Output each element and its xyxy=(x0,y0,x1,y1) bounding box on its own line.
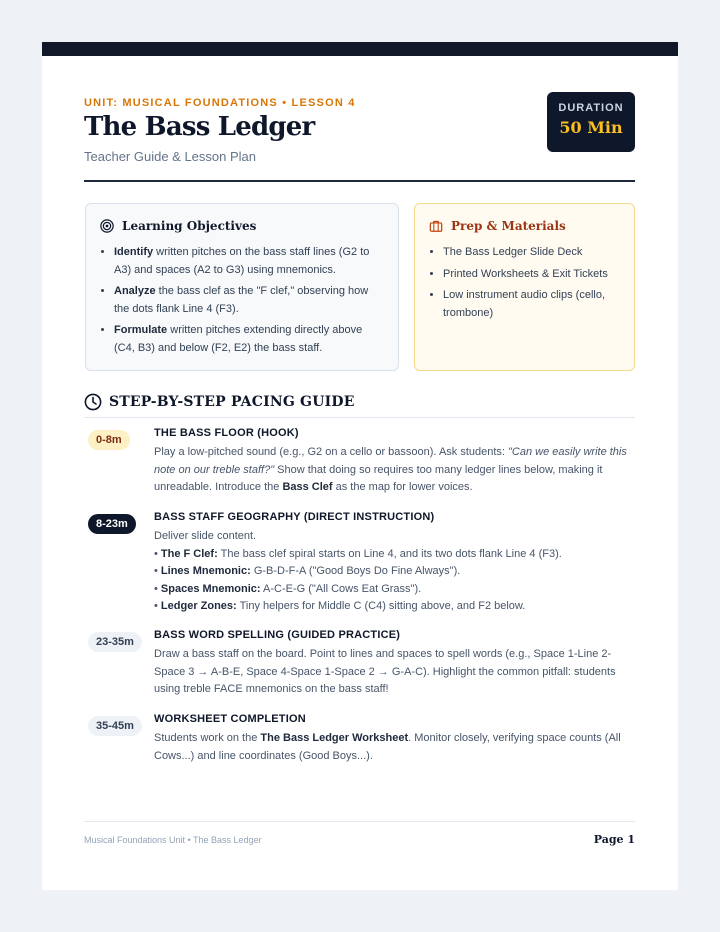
step-body xyxy=(154,528,634,616)
step-bullet: • The F Clef: The bass clef spiral starts on Line 4, and its two dots flank Line 4 (F3). xyxy=(154,547,562,560)
step-title: BASS WORD SPELLING (GUIDED PRACTICE) xyxy=(154,629,401,641)
step-bullet: • Ledger Zones: Tiny helpers for Middle C (C4) sitting above, and F2 below. xyxy=(154,600,526,612)
duration-badge xyxy=(547,92,635,152)
objective-item xyxy=(114,244,384,279)
materials-card xyxy=(414,203,635,371)
objective-verb: Formulate xyxy=(114,324,168,336)
objectives-card xyxy=(85,203,399,371)
step-text: . Monitor closely, verifying space counts (All Cows...) and line coordinates (Good Boys...). xyxy=(154,732,621,762)
step-text: Students work on the xyxy=(154,732,261,744)
target-icon xyxy=(100,219,114,233)
material-item: • Low instrument audio clips (cello, trombone) xyxy=(443,287,633,322)
step-bullet: • Spaces Mnemonic: A-C-E-G ("All Cows Eat Grass"). xyxy=(154,582,422,595)
materials-heading: Prep & Materials xyxy=(451,219,566,233)
page-subtitle: Teacher Guide & Lesson Plan xyxy=(84,149,256,164)
briefcase-icon xyxy=(429,219,443,233)
step-title: WORKSHEET COMPLETION xyxy=(154,713,306,725)
objectives-heading: Learning Objectives xyxy=(122,219,257,233)
time-badge: 23-35m xyxy=(88,632,142,652)
step-bold: The Bass Ledger Worksheet xyxy=(260,732,409,744)
bullet-label: Ledger Zones: xyxy=(160,600,237,612)
objectives-list xyxy=(100,244,384,361)
bullet-text: Tiny helpers for Middle C (C4) sitting above, and F2 below. xyxy=(236,600,526,612)
step-bullet: • Lines Mnemonic: G-B-D-F-A ("Good Boys Do Fine Always"). xyxy=(154,565,461,577)
materials-list xyxy=(429,244,633,326)
duration-label: DURATION xyxy=(558,102,624,114)
footer-left: Musical Foundations Unit • The Bass Ledger xyxy=(84,835,262,845)
objective-text: written pitches extending directly above (C4, B3) and below (F2, E2) the bass staff. xyxy=(114,324,363,354)
pacing-heading-row xyxy=(84,393,355,411)
page-title: The Bass Ledger xyxy=(84,112,315,142)
bullet-label: Spaces Mnemonic: xyxy=(160,582,261,595)
objective-verb: Analyze xyxy=(114,285,156,297)
pacing-divider xyxy=(84,417,635,418)
step-quote: "Can we easily write this note on our treble staff?" xyxy=(154,446,627,476)
footer-divider xyxy=(84,821,635,822)
material-item: • The Bass Ledger Slide Deck xyxy=(443,244,633,262)
step-body: Draw a bass staff on the board. Point to lines and spaces to spell words (e.g., Space 1-Line 2-Space 3 → A-B-E, Space 4-Space 1-Space 2 → G-A-C). Highlight the common pitfall: students using treble FACE mnemonics on the bass staff! xyxy=(154,648,616,695)
lesson-page xyxy=(42,42,678,890)
step-body xyxy=(154,444,634,497)
objective-verb: Identify xyxy=(114,246,154,258)
step-title: BASS STAFF GEOGRAPHY (DIRECT INSTRUCTION) xyxy=(154,511,435,523)
bullet-text: The bass clef spiral starts on Line 4, and its two dots flank Line 4 (F3). xyxy=(217,547,562,560)
step-bold: Bass Clef xyxy=(282,481,333,493)
clock-icon xyxy=(84,393,102,411)
duration-value: 50 Min xyxy=(559,118,623,137)
time-badge: 0-8m xyxy=(88,430,130,450)
objective-text: the bass clef as the "F clef," observing how the dots flank Line 4 (F3). xyxy=(114,285,369,315)
step-intro: Deliver slide content. xyxy=(154,530,257,542)
step-text: Show that doing so requires too many ledger lines below, making it unreadable. Introduce the xyxy=(154,463,603,493)
bullet-label: The F Clef: xyxy=(160,547,218,560)
bullet-label: Lines Mnemonic: xyxy=(160,565,251,577)
bullet-text: A-C-E-G ("All Cows Eat Grass"). xyxy=(260,582,422,595)
step-text: Play a low-pitched sound (e.g., G2 on a cello or bassoon). Ask students: xyxy=(154,446,509,458)
top-bar xyxy=(42,42,678,56)
material-item: • Printed Worksheets & Exit Tickets xyxy=(443,266,633,284)
time-badge: 35-45m xyxy=(88,716,142,736)
objective-item xyxy=(114,322,384,357)
pacing-heading: STEP-BY-STEP PACING GUIDE xyxy=(109,394,355,410)
objective-item xyxy=(114,283,384,318)
objective-text: written pitches on the bass staff lines (G2 to A3) and spaces (A2 to G3) using mnemonics. xyxy=(114,246,370,276)
bullet-text: G-B-D-F-A ("Good Boys Do Fine Always"). xyxy=(250,565,461,577)
header-divider xyxy=(84,180,635,182)
step-title: THE BASS FLOOR (HOOK) xyxy=(154,427,299,439)
page-number: Page 1 xyxy=(593,833,635,846)
step-text: as the map for lower voices. xyxy=(332,481,473,493)
step-body xyxy=(154,730,634,765)
unit-kicker: UNIT: MUSICAL FOUNDATIONS • LESSON 4 xyxy=(84,97,356,109)
time-badge: 8-23m xyxy=(88,514,136,534)
